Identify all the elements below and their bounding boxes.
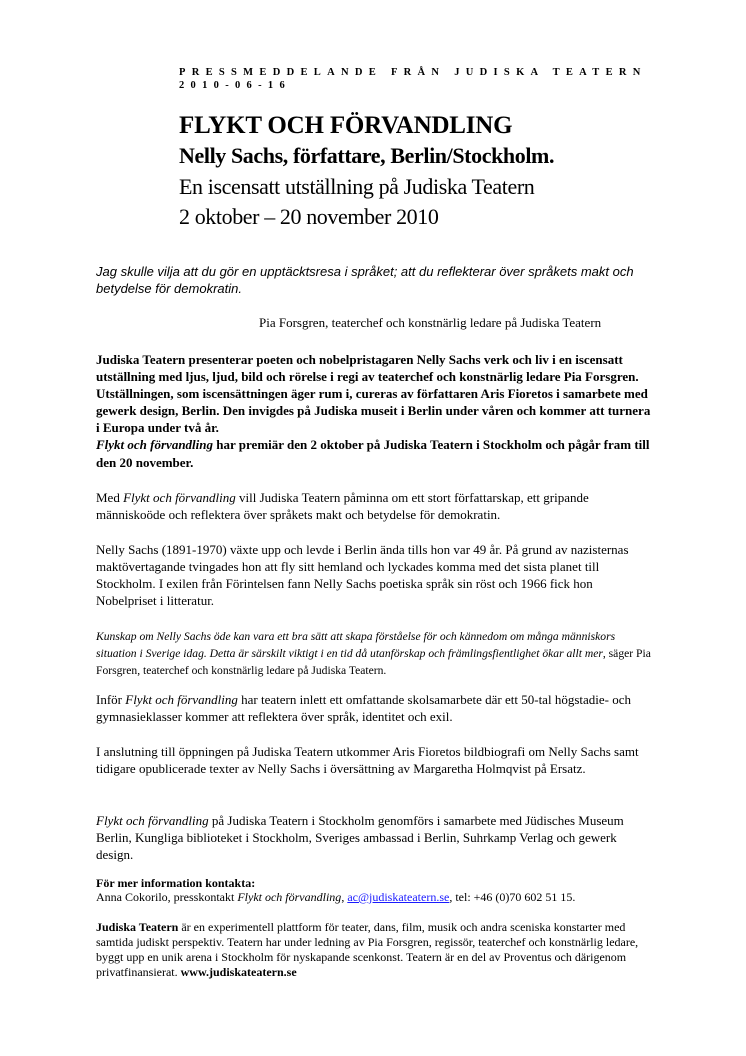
- about-name: Judiska Teatern: [96, 920, 179, 934]
- paragraph-5: I anslutning till öppningen på Judiska Teatern utkommer Aris Fioretos bildbiografi om Nelly Sachs samt tidigare opublicerade texter av Nelly Sachs i översättning av Margaretha Holmqvist på Ersatz.: [96, 744, 639, 776]
- paragraph-1: [96, 489, 652, 523]
- lead-text-2: har premiär den 2 oktober på Judiska Teatern i Stockholm och pågår fram till den 20 november.: [96, 437, 650, 470]
- p3-italic: Kunskap om Nelly Sachs öde kan vara ett bra sätt att skapa förståelse för och kännedom om många människors situation i Sverige idag. Detta är särskilt viktigt i en tid då utanförskap och främlingsfientlighet ökar allt mer: [96, 630, 616, 660]
- exhibition-line: En iscensatt utställning på Judiska Teatern: [179, 174, 535, 199]
- p1-post: vill Judiska Teatern påminna om ett stort författarskap, ett gripande människoöde och reflektera över språkets makt och betydelse för demokratin.: [96, 490, 589, 522]
- intro-quote: Jag skulle vilja att du gör en upptäcktsresa i språket; att du reflekterar över språkets makt och betydelse för demokratin.: [96, 264, 634, 296]
- p4-italic: Flykt och förvandling: [125, 692, 238, 707]
- website-link[interactable]: www.judiskateatern.se: [180, 965, 297, 979]
- page-title: FLYKT OCH FÖRVANDLING: [179, 112, 513, 139]
- p4-post: har teatern inlett ett omfattande skolsamarbete där ett 50-tal högstadie- och gymnasieklasser kommer att reflektera över språk, identitet och exil.: [96, 692, 631, 724]
- about-paragraph: [96, 920, 656, 980]
- paragraph-3: [96, 628, 652, 679]
- contact-pre: Anna Cokorilo, presskontakt: [96, 890, 238, 904]
- about-text: är en experimentell plattform för teater, dans, film, musik och andra sceniska konstarter med samtida judiskt perspektiv. Teatern har under ledning av Pia Forsgren, regissör, teaterchef och konstnärlig ledare, byggt upp en unik arena i Stockholm för nyskapande scenkonst. Teatern är en del av Proventus och därigenom privatfinansierat.: [96, 920, 639, 979]
- contact-post: , tel: +46 (0)70 602 51 15.: [449, 890, 576, 904]
- paragraph-2: Nelly Sachs (1891-1970) växte upp och levde i Berlin ända tills hon var 49 år. På grund av nazisternas maktövertagande tvingades hon att fly sitt hemland och lyckades komma med det sista planet till Stockholm. I exilen från Förintelsen fann Nelly Sachs poetiska språk sin röst och 1966 fick hon Nobelpriset i litteratur.: [96, 542, 629, 608]
- subtitle: Nelly Sachs, författare, Berlin/Stockholm.: [179, 143, 555, 168]
- quote-attribution: Pia Forsgren, teaterchef och konstnärlig ledare på Judiska Teatern: [259, 315, 602, 330]
- p3-post: , säger Pia Forsgren, teaterchef och konstnärlig ledare på Judiska Teatern.: [96, 647, 651, 677]
- press-release-label: PRESSMEDDELANDE FRÅN JUDISKA TEATERN: [179, 67, 647, 78]
- lead-italic-title: Flykt och förvandling: [96, 437, 214, 453]
- p6-post: på Judiska Teatern i Stockholm genomförs i samarbete med Jüdisches Museum Berlin, Kungliga biblioteket i Stockholm, Sveriges ambassad i Berlin, Suhrkamp Verlag och gewerk design.: [96, 813, 624, 862]
- p4-pre: Inför: [96, 692, 126, 707]
- p6-italic: Flykt och förvandling: [96, 813, 209, 828]
- lead-paragraph: [96, 351, 652, 471]
- lead-text-1: Judiska Teatern presenterar poeten och nobelpristagaren Nelly Sachs verk och liv i en iscensatt utställning med ljus, ljud, bild och rörelse i regi av teaterchef och konstnärlig ledare Pia Forsgren. Utställningen, som iscensättningen äger rum i, cureras av författaren Aris Fioretos i samarbete med gewerk design, Berlin. Den invigdes på Judiska museit i Berlin under våren och kommer att turnera i Europa under två år.: [96, 352, 651, 436]
- contact-italic: Flykt och förvandling: [237, 890, 342, 904]
- paragraph-6: [96, 812, 652, 863]
- date-range-line: 2 oktober – 20 november 2010: [179, 204, 439, 229]
- p1-italic: Flykt och förvandling: [123, 490, 236, 505]
- contact-line: [96, 890, 575, 905]
- paragraph-4: [96, 691, 652, 725]
- press-release-date: 2010-06-16: [179, 80, 291, 91]
- contact-heading: För mer information kontakta:: [96, 876, 256, 890]
- p1-pre: Med: [96, 490, 124, 505]
- contact-sep: ,: [341, 890, 348, 904]
- contact-email-link[interactable]: ac@judiskateatern.se: [347, 890, 450, 904]
